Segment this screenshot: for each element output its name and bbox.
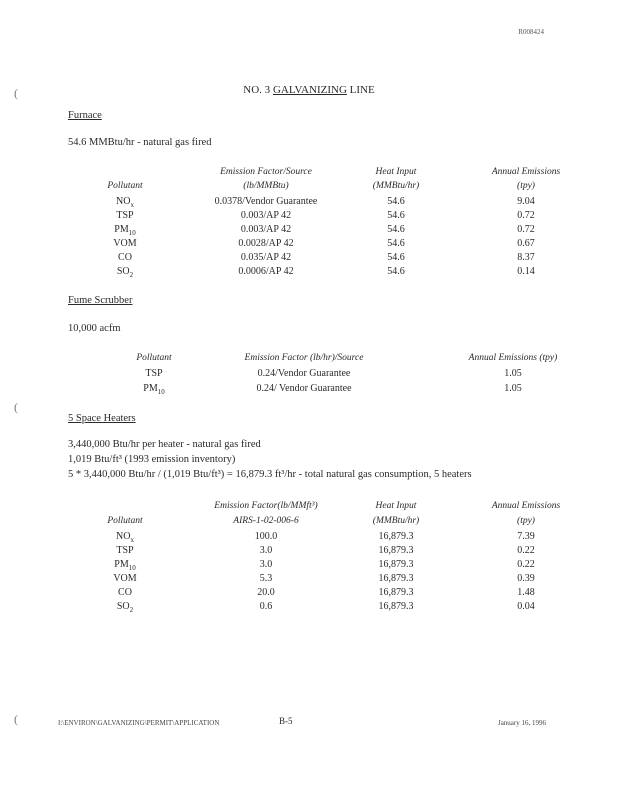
table3-annual: 7.39 (517, 531, 535, 542)
table3-heat: 16,879.3 (378, 587, 414, 598)
table1-header-hi2: (MMBtu/hr) (372, 181, 420, 191)
space-heater-line-1: 3,440,000 Btu/hr per heater - natural gas fired (68, 439, 261, 450)
space-heater-line-3: 5 * 3,440,000 Btu/hr / (1,019 Btu/ft³) = 16,879.3 ft³/hr - total natural gas consumption, 5 heaters (68, 469, 472, 480)
margin-mark: ( (14, 86, 18, 100)
table1-pollutant: VOM (113, 238, 137, 249)
table3-header-hi1: Heat Input (375, 501, 417, 511)
table2-factor: 0.24/ Vendor Guarantee (256, 383, 352, 394)
section-heading-space-heaters: 5 Space Heaters (68, 413, 136, 424)
margin-mark: ( (14, 712, 18, 726)
table3-annual: 0.39 (517, 573, 535, 584)
table1-heat: 54.6 (387, 252, 405, 263)
table1-annual: 0.72 (517, 224, 535, 235)
table1-factor: 0.003/AP 42 (240, 224, 292, 235)
table2-annual: 1.05 (504, 383, 522, 394)
table2-annual: 1.05 (504, 368, 522, 379)
table3-annual: 1.48 (517, 587, 535, 598)
table3-pollutant: $NO_x$ (116, 531, 134, 544)
table1-header-ae2: (tpy) (517, 181, 535, 191)
table3-heat: 16,879.3 (378, 601, 414, 612)
table3-pollutant: VOM (113, 573, 137, 584)
table3-header-ae2: (tpy) (517, 516, 535, 526)
table3-header-ef2: AIRS-1-02-006-6 (233, 516, 299, 526)
table1-factor: 0.0006/AP 42 (238, 266, 294, 277)
table1-header-pollutant: Pollutant (107, 181, 143, 191)
table1-header-ef2: (lb/MMBtu) (243, 181, 289, 191)
table1-annual: 0.67 (517, 238, 535, 249)
table1-factor: 0.035/AP 42 (240, 252, 292, 263)
table3-pollutant: TSP (116, 545, 134, 556)
table1-header-ae1: Annual Emissions (491, 167, 561, 177)
space-heater-line-2: 1,019 Btu/ft³ (1993 emission inventory) (68, 454, 236, 465)
table2-header-ef: Emission Factor (lb/hr)/Source (244, 353, 364, 363)
footer-date: January 16, 1996 (497, 719, 546, 727)
table1-pollutant: TSP (116, 210, 134, 221)
table1-pollutant: $NO_x$ (116, 196, 134, 209)
table3-annual: 0.22 (517, 559, 535, 570)
table3-header-ae1: Annual Emissions (491, 501, 561, 511)
table2-header-pollutant: Pollutant (136, 353, 172, 363)
page-title (0, 84, 618, 96)
table3-heat: 16,879.3 (378, 545, 414, 556)
table1-factor: 0.0028/AP 42 (238, 238, 294, 249)
table3-header-pollutant: Pollutant (107, 516, 143, 526)
table3-heat: 16,879.3 (378, 559, 414, 570)
table3-factor: 5.3 (259, 573, 273, 584)
table1-annual: 9.04 (517, 196, 535, 207)
table1-factor: 0.003/AP 42 (240, 210, 292, 221)
table1-heat: 54.6 (387, 266, 405, 277)
table1-pollutant: $SO_2$ (116, 266, 134, 279)
table3-header-ef1: Emission Factor(lb/MMft³) (214, 501, 318, 511)
table1-annual: 0.14 (517, 266, 535, 277)
document-code: R008424 (518, 28, 544, 36)
table1-pollutant: CO (118, 252, 132, 263)
section-heading-fume-scrubber: Fume Scrubber (68, 295, 133, 306)
table1-header-hi1: Heat Input (375, 167, 417, 177)
table1-heat: 54.6 (387, 210, 405, 221)
table3-factor: 3.0 (259, 559, 273, 570)
table3-heat: 16,879.3 (378, 531, 414, 542)
table3-pollutant: $PM_{10}$ (114, 559, 136, 572)
table1-annual: 8.37 (517, 252, 535, 263)
footer-file-path: I:\ENVIRON\GALVANIZING\PERMIT\APPLICATION (58, 719, 220, 727)
table3-factor: 100.0 (254, 531, 278, 542)
table3-heat: 16,879.3 (378, 573, 414, 584)
table3-factor: 0.6 (259, 601, 273, 612)
title-underlined: GALVANIZING (272, 84, 347, 96)
fume-scrubber-description: 10,000 acfm (68, 323, 121, 334)
table1-pollutant: $PM_{10}$ (114, 224, 136, 237)
table2-pollutant: $PM_{10}$ (143, 383, 165, 396)
table2-header-ae: Annual Emissions (tpy) (468, 353, 558, 363)
furnace-description: 54.6 MMBtu/hr - natural gas fired (68, 137, 212, 148)
table3-factor: 20.0 (257, 587, 275, 598)
table1-heat: 54.6 (387, 224, 405, 235)
table3-factor: 3.0 (259, 545, 273, 556)
table3-pollutant: CO (118, 587, 132, 598)
table1-header-ef1: Emission Factor/Source (220, 167, 312, 177)
table3-header-hi2: (MMBtu/hr) (372, 516, 420, 526)
title-suffix: LINE (346, 84, 375, 96)
table1-heat: 54.6 (387, 196, 405, 207)
table2-factor: 0.24/Vendor Guarantee (257, 368, 351, 379)
table1-annual: 0.72 (517, 210, 535, 221)
section-heading-furnace: Furnace (68, 110, 102, 121)
table1-heat: 54.6 (387, 238, 405, 249)
table3-pollutant: $SO_2$ (116, 601, 134, 614)
table3-annual: 0.04 (517, 601, 535, 612)
table2-pollutant: TSP (145, 368, 163, 379)
page-number: B-5 (279, 716, 293, 726)
margin-mark: ( (14, 400, 18, 414)
title-prefix: NO. 3 (243, 84, 273, 96)
table3-annual: 0.22 (517, 545, 535, 556)
table1-factor: 0.0378/Vendor Guarantee (214, 196, 318, 207)
